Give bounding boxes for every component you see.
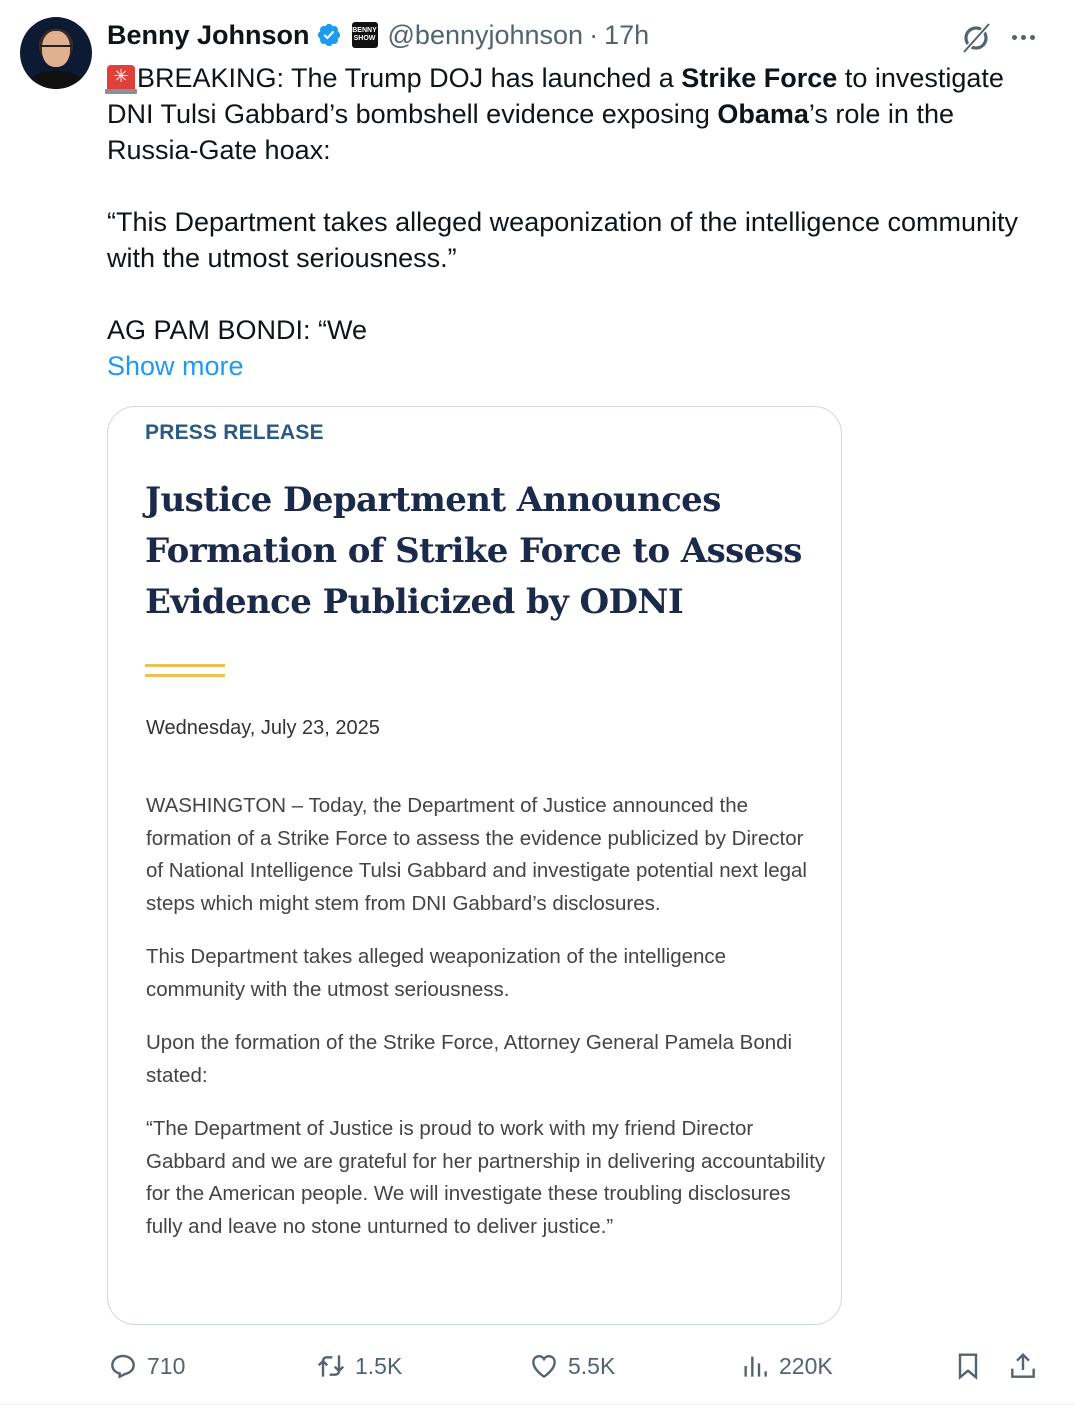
avatar-glasses	[40, 45, 72, 53]
heart-icon	[528, 1350, 560, 1382]
share-button[interactable]	[1007, 1346, 1039, 1386]
views-button[interactable]	[739, 1346, 833, 1386]
press-release-label: PRESS RELEASE	[145, 421, 324, 444]
timestamp[interactable]: 17h	[604, 19, 650, 50]
repost-count: 1.5K	[355, 1352, 403, 1379]
media-image-press-release[interactable]	[107, 406, 842, 1325]
press-paragraph: WASHINGTON – Today, the Department of Justice announced the formation of a Strike Force to assess the evidence publicized by Director of National Intelligence Tulsi Gabbard and investigate potential next legal steps which might stem from DNI Gabbard’s disclosures.	[146, 794, 807, 915]
text-segment: BREAKING: The Trump DOJ has launched a	[137, 63, 682, 93]
text-bold: Obama	[717, 99, 809, 129]
siren-emoji-icon	[107, 65, 135, 91]
tweet-header	[107, 17, 649, 53]
press-paragraph: Upon the formation of the Strike Force, Attorney General Pamela Bondi stated:	[146, 1031, 793, 1087]
tweet-actions	[107, 1346, 1042, 1386]
press-release-date: Wednesday, July 23, 2025	[146, 717, 380, 739]
share-icon	[1007, 1350, 1039, 1382]
repost-button[interactable]	[315, 1346, 402, 1386]
tweet-paragraph-ag: AG PAM BONDI: “We	[107, 315, 368, 345]
avatar-shirt	[30, 71, 82, 89]
author-handle[interactable]: @bennyjohnson	[387, 19, 584, 50]
press-release-title: Justice Department Announces Formation of Strike Force to Assess Evidence Publicized by ODNI	[145, 480, 802, 622]
bookmark-button[interactable]	[952, 1346, 984, 1386]
like-count: 5.5K	[568, 1352, 616, 1379]
press-paragraph: This Department takes alleged weaponization of the intelligence community with the utmost seriousness.	[146, 945, 727, 1001]
separator: ·	[589, 19, 599, 50]
reply-button[interactable]	[107, 1346, 185, 1386]
press-release-body	[146, 790, 826, 1264]
reply-icon	[107, 1350, 139, 1382]
repost-icon	[315, 1350, 347, 1382]
tweet-text	[107, 60, 1027, 348]
press-paragraph: “The Department of Justice is proud to work with my friend Director Gabbard and we are grateful for her partnership in delivering accountability for the American people. We will investigate these troubling disclosures fully and leave no stone unturned to deliver justice.”	[146, 1117, 826, 1238]
reply-count: 710	[147, 1352, 186, 1379]
tweet-paragraph-quote: “This Department takes alleged weaponization of the intelligence community with the utmost seriousness.”	[107, 207, 1018, 273]
author-avatar[interactable]	[20, 17, 92, 89]
verified-badge-icon	[316, 22, 342, 48]
analytics-icon	[739, 1350, 771, 1382]
more-dot	[1021, 35, 1026, 40]
affiliate-badge[interactable]: BENNY SHOW	[352, 22, 378, 48]
views-count: 220K	[779, 1352, 833, 1379]
decorative-rule	[145, 664, 225, 677]
grok-icon[interactable]	[958, 20, 994, 56]
text-segment: ’s role in the Russia-Gate hoax:	[107, 99, 954, 165]
show-more-link[interactable]: Show more	[107, 351, 244, 381]
tweet-paragraph-breaking	[107, 60, 1027, 168]
more-dot	[1012, 35, 1017, 40]
like-button[interactable]	[528, 1346, 615, 1386]
more-dot	[1030, 35, 1035, 40]
divider	[0, 1404, 1074, 1405]
more-options-button[interactable]	[1008, 22, 1038, 52]
text-segment: to investigate DNI Tulsi Gabbard’s bombshell evidence exposing	[107, 63, 1004, 129]
bookmark-icon	[952, 1350, 984, 1382]
text-bold: Strike Force	[681, 63, 838, 93]
author-name[interactable]: Benny Johnson	[107, 19, 310, 50]
